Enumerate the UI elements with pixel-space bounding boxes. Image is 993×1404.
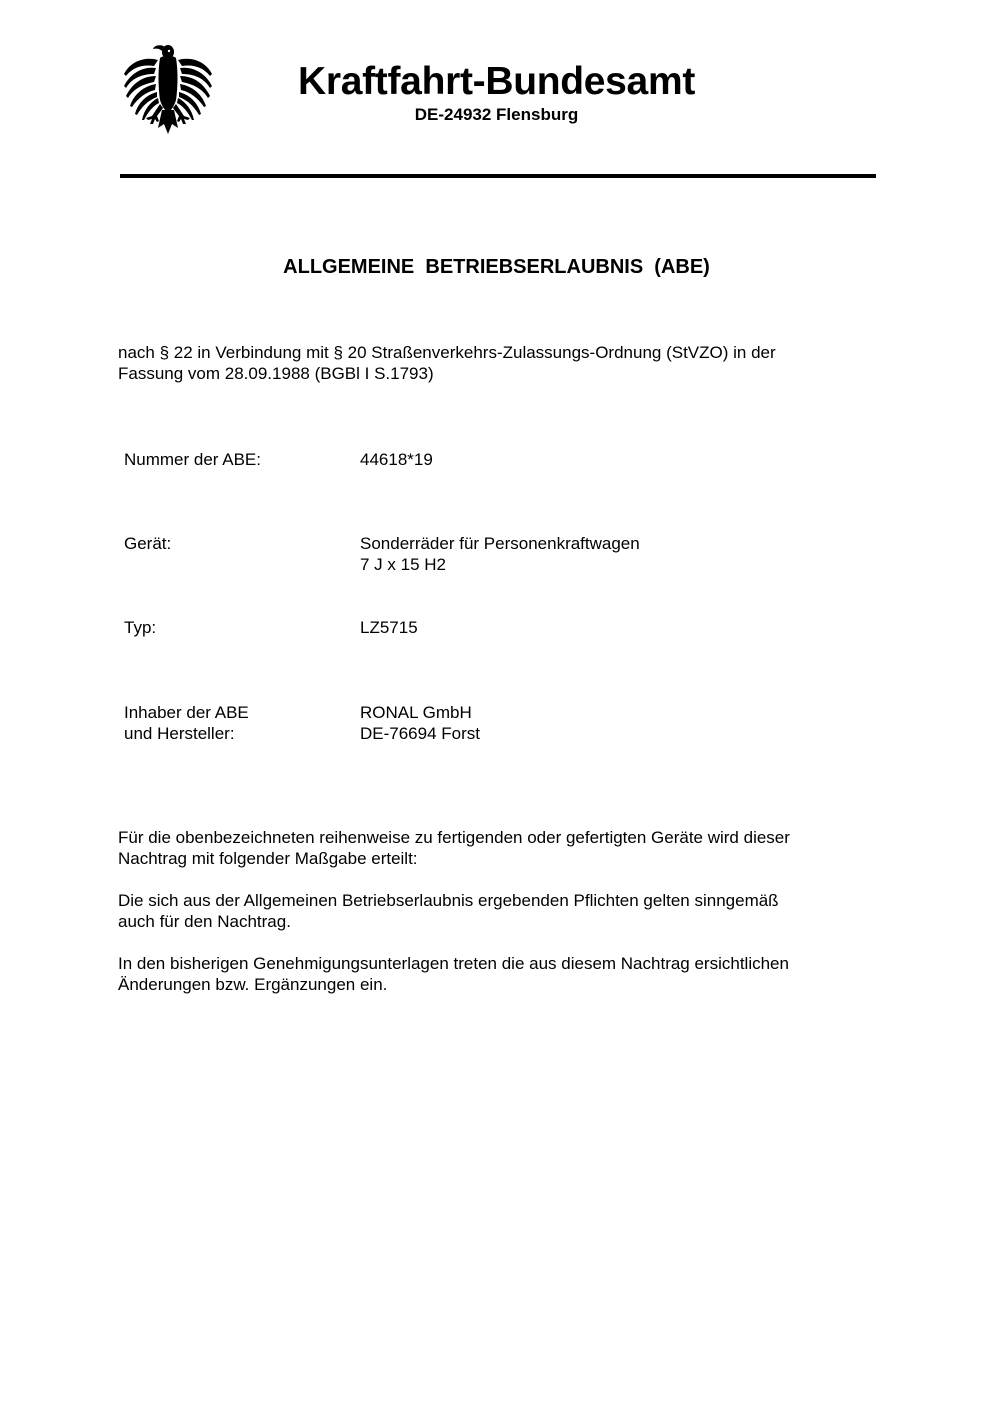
authority-address: DE-24932 Flensburg xyxy=(414,105,579,124)
abe-number-value: 44618*19 xyxy=(360,450,433,469)
paragraph-issuance xyxy=(118,827,858,869)
holder-value-line: RONAL GmbH xyxy=(360,703,472,722)
device-value-line: 7 J x 15 H2 xyxy=(360,555,446,574)
device-label: Gerät: xyxy=(124,534,172,553)
paragraph-line: auch für den Nachtrag. xyxy=(118,912,291,931)
legal-basis-line: Fassung vom 28.09.1988 (BGBl I S.1793) xyxy=(118,364,434,383)
paragraph-obligations xyxy=(118,890,858,932)
holder-label-line: und Hersteller: xyxy=(124,724,235,743)
device-value xyxy=(360,533,860,575)
paragraph-line: Nachtrag mit folgender Maßgabe erteilt: xyxy=(118,849,418,868)
legal-basis-line: nach § 22 in Verbindung mit § 20 Straßenverkehrs-Zulassungs-Ordnung (StVZO) in der xyxy=(118,343,776,362)
holder-value xyxy=(360,702,860,744)
paragraph-line: Die sich aus der Allgemeinen Betriebserlaubnis ergebenden Pflichten gelten sinngemäß xyxy=(118,891,779,910)
paragraph-changes xyxy=(118,953,858,995)
holder-label-line: Inhaber der ABE xyxy=(124,703,249,722)
legal-basis xyxy=(118,342,858,384)
type-label: Typ: xyxy=(124,618,157,637)
paragraph-line: In den bisherigen Genehmigungsunterlagen treten die aus diesem Nachtrag ersichtlichen xyxy=(118,954,789,973)
device-value-line: Sonderräder für Personenkraftwagen xyxy=(360,534,640,553)
header-divider xyxy=(120,174,876,178)
authority-name: Kraftfahrt-Bundesamt xyxy=(297,60,696,103)
paragraph-line: Für die obenbezeichneten reihenweise zu fertigenden oder gefertigten Geräte wird dieser xyxy=(118,828,790,847)
abe-number-label: Nummer der ABE: xyxy=(124,450,261,469)
paragraph-line: Änderungen bzw. Ergänzungen ein. xyxy=(118,975,388,994)
document-title: ALLGEMEINE BETRIEBSERLAUBNIS (ABE) xyxy=(283,256,710,278)
holder-value-line: DE-76694 Forst xyxy=(360,724,480,743)
holder-label xyxy=(124,702,344,744)
type-value: LZ5715 xyxy=(360,618,418,637)
